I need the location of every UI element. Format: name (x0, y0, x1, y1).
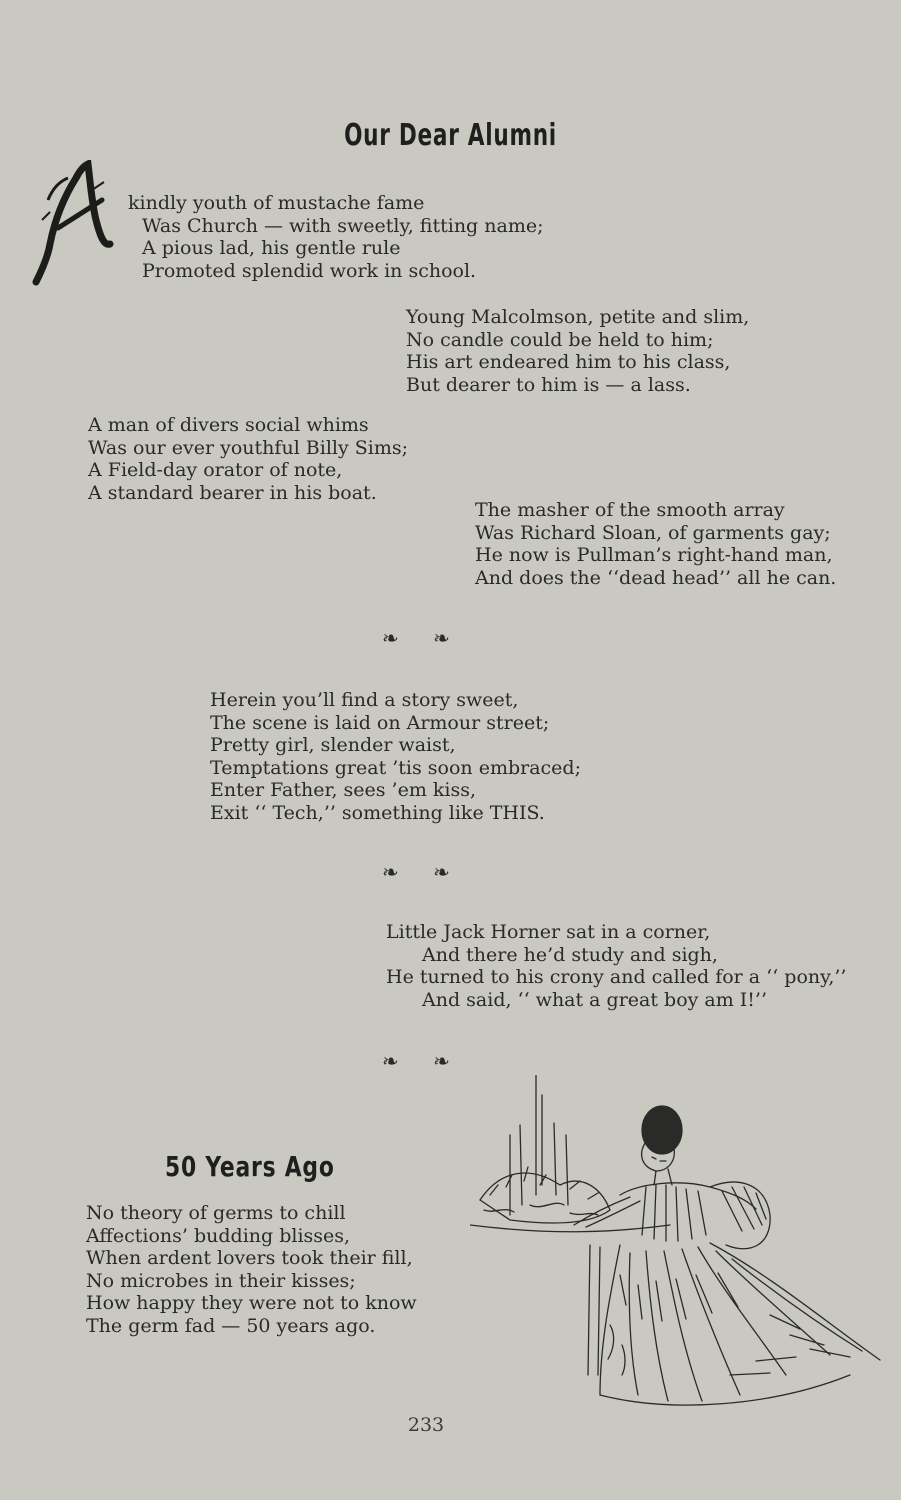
verse-line: Was our ever youthful Billy Sims; (88, 436, 409, 459)
verse-line: The germ fad — 50 years ago. (86, 1314, 376, 1337)
stanza-sloan (475, 499, 836, 589)
verse-line: The scene is laid on Armour street; (210, 711, 550, 734)
stanza-jack-horner (386, 921, 846, 1011)
verse-line: The masher of the smooth array (475, 499, 785, 521)
verse-line: Little Jack Horner sat in a corner, (386, 921, 711, 943)
ornament-divider: ❧ ❧ (382, 1049, 464, 1073)
verse-line: And does the ‘‘dead head’’ all he can. (475, 566, 837, 589)
verse-line: No microbes in their kisses; (86, 1269, 356, 1292)
verse-line: kindly youth of mustache fame (128, 192, 425, 214)
verse-line: But dearer to him is — a lass. (406, 373, 691, 396)
verse-line: A pious lad, his gentle rule (142, 237, 401, 259)
verse-line: Pretty girl, slender waist, (210, 734, 456, 756)
verse-line: He now is Pullman’s right-hand man, (475, 544, 833, 566)
verse-line: His art endeared him to his class, (406, 351, 731, 373)
stanza-armour-street (210, 689, 581, 824)
verse-line: No theory of germs to chill (86, 1202, 346, 1224)
stanza-malcolmson (406, 306, 749, 396)
verse-line: Herein you’ll find a story sweet, (210, 689, 519, 711)
verse-line: Exit ‘‘ Tech,’’ something like THIS. (210, 801, 545, 824)
verse-line: Affections’ budding blisses, (86, 1224, 351, 1247)
verse-line: A standard bearer in his boat. (88, 481, 377, 504)
verse-line: Temptations great ’tis soon embraced; (210, 756, 581, 779)
verse-line: He turned to his crony and called for a ‘‘ pony,’’ (386, 966, 847, 988)
page-title: Our Dear Alumni (344, 118, 557, 153)
ornament-divider: ❧ ❧ (382, 626, 464, 650)
verse-line: How happy they were not to know (86, 1292, 417, 1314)
ornament-divider: ❧ ❧ (382, 860, 464, 884)
dropcap-a-illustration (28, 160, 118, 288)
verse-line: Was Church — with sweetly, fitting name; (142, 214, 544, 237)
verse-line: Enter Father, sees ’em kiss, (210, 779, 477, 801)
woman-illustration (470, 1075, 885, 1415)
stanza-germs (86, 1202, 417, 1337)
verse-line: Promoted splendid work in school. (142, 259, 477, 282)
verse-line: No candle could be held to him; (406, 328, 714, 351)
section-heading: 50 Years Ago (165, 1150, 335, 1183)
verse-line: Was Richard Sloan, of garments gay; (475, 521, 831, 544)
verse-line: A man of divers social whims (88, 414, 369, 436)
page-number: 233 (407, 1414, 445, 1436)
verse-line: When ardent lovers took their fill, (86, 1247, 413, 1269)
stanza-sims (88, 414, 408, 504)
verse-line: And said, ‘‘ what a great boy am I!’’ (422, 988, 768, 1011)
verse-line: Young Malcolmson, petite and slim, (406, 306, 750, 328)
verse-line: And there he’d study and sigh, (422, 943, 718, 966)
stanza-church (128, 192, 544, 282)
verse-line: A Field-day orator of note, (88, 459, 343, 481)
